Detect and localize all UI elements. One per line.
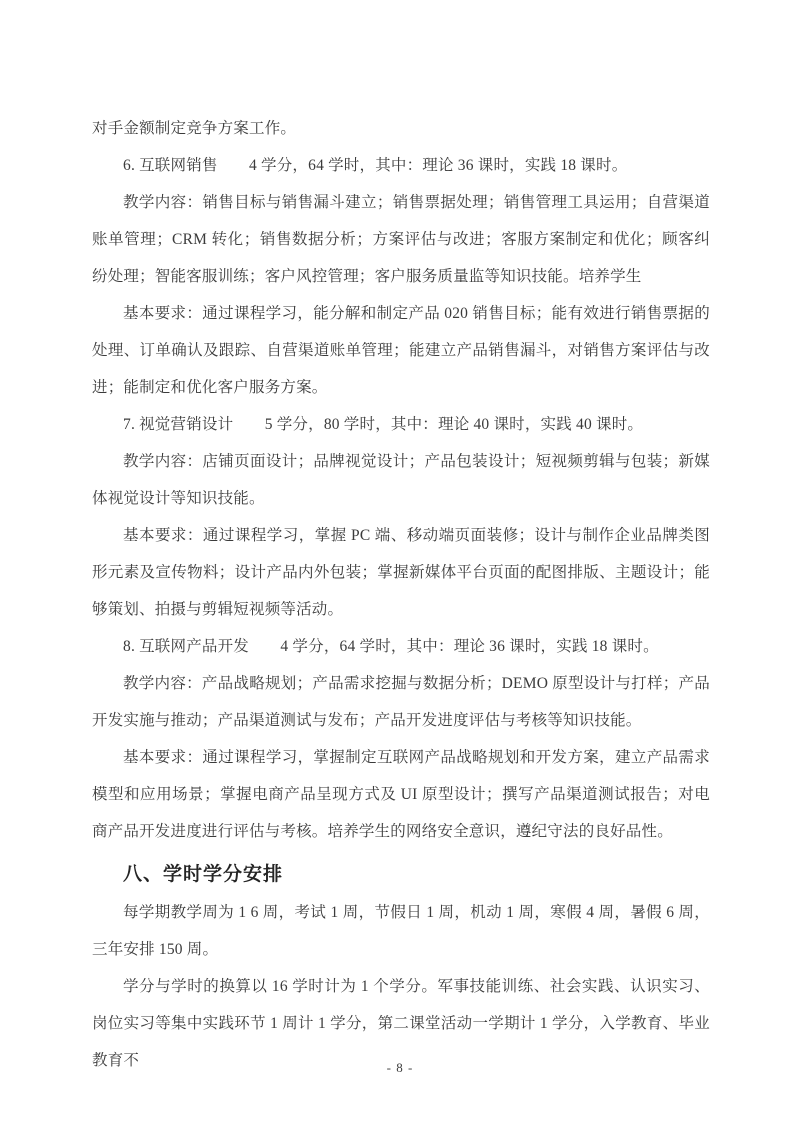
section-heading: 八、学时学分安排 xyxy=(123,864,284,885)
paragraph: 教学内容：产品战略规划；产品需求挖掘与数据分析；DEMO 原型设计与打样；产品开发实施与推动；产品渠道测试与发布；产品开发进度评估与考核等知识技能。 xyxy=(92,675,710,729)
paragraph: 教学内容：店铺页面设计；品牌视觉设计；产品包装设计；短视频剪辑与包装；新媒体视觉设计等知识技能。 xyxy=(92,453,710,507)
paragraph: 7. 视觉营销设计 5 学分，80 学时，其中：理论 40 课时，实践 40 课时。 xyxy=(123,416,644,433)
document-body xyxy=(92,110,710,1079)
paragraph: 基本要求：通过课程学习，能分解和制定产品 020 销售目标；能有效进行销售票据的处理、订单确认及跟踪、自营渠道账单管理；能建立产品销售漏斗，对销售方案评估与改进；能制定和优化客户服务方案。 xyxy=(92,305,710,396)
page-footer xyxy=(0,1058,800,1078)
paragraph: 每学期教学周为 1 6 周，考试 1 周，节假日 1 周，机动 1 周，寒假 4 周，暑假 6 周，三年安排 150 周。 xyxy=(92,904,710,958)
paragraph: 基本要求：通过课程学习，掌握制定互联网产品战略规划和开发方案，建立产品需求模型和应用场景；掌握电商产品呈现方式及 UI 原型设计；撰写产品渠道测试报告；对电商产品开发进度进行评估与考核。培养学生的网络安全意识，遵纪守法的良好品性。 xyxy=(92,749,710,840)
paragraph: 基本要求：通过课程学习，掌握 PC 端、移动端页面装修；设计与制作企业品牌类图形元素及宣传物料；设计产品内外包装；掌握新媒体平台页面的配图排版、主题设计；能够策划、拍摄与剪辑短视频等活动。 xyxy=(92,527,710,618)
paragraph: 教学内容：销售目标与销售漏斗建立；销售票据处理；销售管理工具运用；自营渠道账单管理；CRM 转化；销售数据分析；方案评估与改进；客服方案制定和优化；顾客纠纷处理；智能客服训练；客户风控管理；客户服务质量监等知识技能。培养学生 xyxy=(92,194,710,285)
paragraph: 对手金额制定竞争方案工作。 xyxy=(92,120,297,137)
paragraph: 学分与学时的换算以 16 学时计为 1 个学分。军事技能训练、社会实践、认识实习、岗位实习等集中实践环节 1 周计 1 学分，第二课堂活动一学期计 1 学分，入学教育、毕业教育不 xyxy=(92,978,710,1069)
paragraph: 6. 互联网销售 4 学分，64 学时，其中：理论 36 课时，实践 18 课时。 xyxy=(123,157,628,174)
paragraph: 8. 互联网产品开发 4 学分，64 学时，其中：理论 36 课时，实践 18 课时。 xyxy=(123,638,659,655)
page-number: - 8 - xyxy=(386,1060,414,1075)
